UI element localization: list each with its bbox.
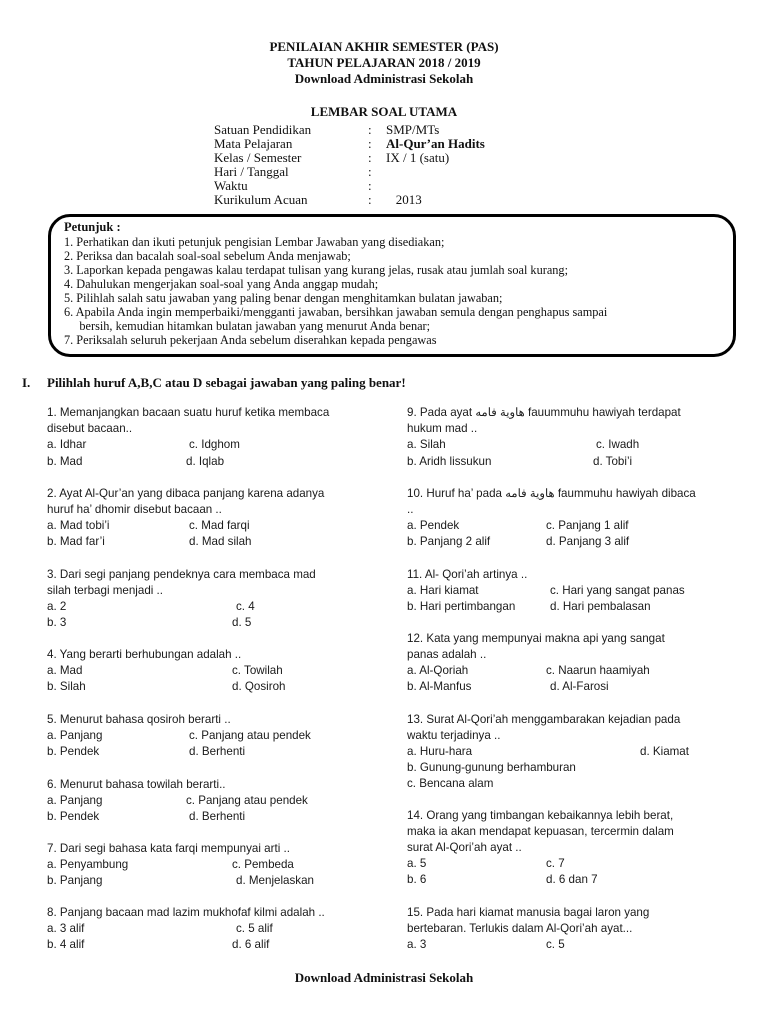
meta-key: Kelas / Semester [214, 150, 302, 165]
question-text: 5. Menurut bahasa qosiroh berarti .. [47, 713, 231, 726]
meta-value: IX / 1 (satu) [386, 150, 450, 165]
option-d: d. 6 dan 7 [546, 873, 598, 886]
option-b: b. Al-Manfus [407, 680, 472, 693]
option-b: b. Pendek [47, 810, 100, 823]
option-b: b. Hari pertimbangan [407, 600, 516, 613]
question-text: panas adalah .. [407, 648, 487, 661]
question-text: 14. Orang yang timbangan kebaikannya lebih berat, [407, 809, 674, 822]
option-a: a. 5 [407, 857, 427, 870]
option-a: a. Panjang [47, 729, 103, 742]
option-d: d. Menjelaskan [236, 874, 314, 887]
option-d: d. Iqlab [186, 455, 225, 468]
option-c: c. 4 [236, 600, 255, 613]
question-text: 6. Menurut bahasa towilah berarti.. [47, 778, 226, 791]
meta-colon: : [368, 122, 372, 137]
question-text: silah terbagi menjadi .. [47, 584, 163, 597]
option-a: a. Mad tobi’i [47, 519, 110, 532]
option-c: c. 7 [546, 857, 565, 870]
question-text: 4. Yang berarti berhubungan adalah .. [47, 648, 242, 661]
option-a: a. Idhar [47, 438, 87, 451]
footer-text: Download Administrasi Sekolah [294, 970, 474, 985]
question-text: 15. Pada hari kiamat manusia bagai laron yang [407, 906, 650, 919]
option-a: a. Pendek [407, 519, 460, 532]
question-text: hukum mad .. [407, 422, 478, 435]
instructions-title: Petunjuk : [64, 220, 121, 234]
option-c: c. Bencana alam [407, 777, 494, 790]
question-text: huruf ha’ dhomir disebut bacaan .. [47, 503, 222, 516]
document-title: LEMBAR SOAL UTAMA [310, 104, 458, 119]
option-c: c. Mad farqi [189, 519, 250, 532]
instruction-item: 1. Perhatikan dan ikuti petunjuk pengisian Lembar Jawaban yang disediakan; [64, 235, 445, 249]
option-c: c. 5 [546, 938, 565, 951]
question-text: 13. Surat Al-Qori’ah menggambarakan kejadian pada [407, 713, 681, 726]
option-a: a. Mad [47, 664, 83, 677]
header-line-2: TAHUN PELAJARAN 2018 / 2019 [287, 55, 481, 70]
option-b: b. Aridh lissukun [407, 455, 492, 468]
question-text: 8. Panjang bacaan mad lazim mukhofaf kilmi adalah .. [47, 906, 325, 919]
meta-colon: : [368, 164, 372, 179]
option-b: b. Mad [47, 455, 83, 468]
meta-colon: : [368, 178, 372, 193]
question-text: 2. Ayat Al-Qur’an yang dibaca panjang karena adanya [47, 487, 325, 500]
option-a: a. 3 alif [47, 922, 85, 935]
meta-colon: : [368, 150, 372, 165]
meta-value: 2013 [386, 192, 422, 207]
option-b: b. Mad far’i [47, 535, 105, 548]
instruction-item: bersih, kemudian hitamkan bulatan jawaban yang menurut Anda benar; [64, 319, 431, 333]
option-c: c. Iwadh [596, 438, 640, 451]
option-d: d. Al-Farosi [550, 680, 609, 693]
option-c: c. Naarun haamiyah [546, 664, 650, 677]
question-text: 9. Pada ayat هاوية فامه fauummuhu hawiyah terdapat [407, 406, 681, 419]
question-text: 10. Huruf ha’ pada هاوية فامه faummuhu hawiyah dibaca [407, 487, 696, 500]
option-c: c. Panjang atau pendek [189, 729, 311, 742]
meta-value: Al-Qur’an Hadits [386, 136, 485, 151]
question-text: 11. Al- Qori’ah artinya .. [407, 568, 528, 581]
option-c: c. Hari yang sangat panas [550, 584, 685, 597]
option-a: a. 2 [47, 600, 67, 613]
option-d: d. 5 [232, 616, 252, 629]
option-a: a. Silah [407, 438, 446, 451]
meta-colon: : [368, 136, 372, 151]
meta-value: SMP/MTs [386, 122, 440, 137]
option-b: b. Silah [47, 680, 86, 693]
instruction-item: 5. Pilihlah salah satu jawaban yang paling benar dengan menghitamkan bulatan jawaban; [64, 291, 503, 305]
header-line-1: PENILAIAN AKHIR SEMESTER (PAS) [269, 39, 499, 54]
question-text: 3. Dari segi panjang pendeknya cara membaca mad [47, 568, 316, 581]
question-text: maka ia akan mendapat kepuasan, tercermin dalam [407, 825, 674, 838]
question-text: surat Al-Qori’ah ayat .. [407, 841, 522, 854]
option-d: d. Qosiroh [232, 680, 286, 693]
question-text: .. [407, 503, 414, 516]
option-a: a. Hari kiamat [407, 584, 479, 597]
meta-key: Satuan Pendidikan [214, 122, 312, 137]
option-c: c. Panjang 1 alif [546, 519, 629, 532]
option-c: c. Pembeda [232, 858, 294, 871]
question-text: 7. Dari segi bahasa kata farqi mempunyai arti .. [47, 842, 290, 855]
header-line-3: Download Administrasi Sekolah [294, 71, 474, 86]
option-a: a. Penyambung [47, 858, 129, 871]
meta-key: Mata Pelajaran [214, 136, 293, 151]
option-d: d. Panjang 3 alif [546, 535, 630, 548]
question-text: disebut bacaan.. [47, 422, 133, 435]
option-d: d. Tobi’i [593, 455, 633, 468]
option-d: d. Berhenti [189, 810, 246, 823]
question-text: 1. Memanjangkan bacaan suatu huruf ketika membaca [47, 406, 330, 419]
option-d: d. 6 alif [232, 938, 270, 951]
meta-key: Waktu [214, 178, 248, 193]
meta-key: Hari / Tanggal [214, 164, 289, 179]
option-d: d. Mad silah [189, 535, 252, 548]
option-c: c. 5 alif [236, 922, 273, 935]
option-c: c. Panjang atau pendek [186, 794, 308, 807]
section-instruction: Pilihlah huruf A,B,C atau D sebagai jawaban yang paling benar! [47, 375, 406, 390]
instruction-item: 6. Apabila Anda ingin memperbaiki/mengganti jawaban, bersihkan jawaban semula dengan penghapus sampai [64, 305, 608, 319]
option-a: a. Al-Qoriah [407, 664, 469, 677]
option-d: d. Hari pembalasan [550, 600, 651, 613]
question-text: 12. Kata yang mempunyai makna api yang sangat [407, 632, 665, 645]
instruction-item: 7. Periksalah seluruh pekerjaan Anda sebelum diserahkan kepada pengawas [64, 333, 437, 347]
option-a: a. 3 [407, 938, 427, 951]
option-b: b. 3 [47, 616, 67, 629]
question-text: bertebaran. Terlukis dalam Al-Qori’ah ayat... [407, 922, 633, 935]
option-c: c. Towilah [232, 664, 283, 677]
option-b: b. Gunung-gunung berhamburan [407, 761, 576, 774]
option-d: d. Kiamat [640, 745, 689, 758]
option-b: b. Pendek [47, 745, 100, 758]
option-d: d. Berhenti [189, 745, 246, 758]
option-b: b. 4 alif [47, 938, 85, 951]
option-b: b. 6 [407, 873, 427, 886]
option-a: a. Huru-hara [407, 745, 473, 758]
option-c: c. Idghom [189, 438, 240, 451]
instruction-item: 3. Laporkan kepada pengawas kalau terdapat tulisan yang kurang jelas, rusak atau jumlah soal kurang; [64, 263, 568, 277]
option-b: b. Panjang [47, 874, 103, 887]
meta-colon: : [368, 192, 372, 207]
meta-key: Kurikulum Acuan [214, 192, 308, 207]
instruction-item: 2. Periksa dan bacalah soal-soal sebelum Anda menjawab; [64, 249, 351, 263]
instruction-item: 4. Dahulukan mengerjakan soal-soal yang Anda anggap mudah; [64, 277, 379, 291]
option-a: a. Panjang [47, 794, 103, 807]
section-number: I. [22, 375, 31, 390]
question-text: waktu terjadinya .. [407, 729, 501, 742]
option-b: b. Panjang 2 alif [407, 535, 491, 548]
